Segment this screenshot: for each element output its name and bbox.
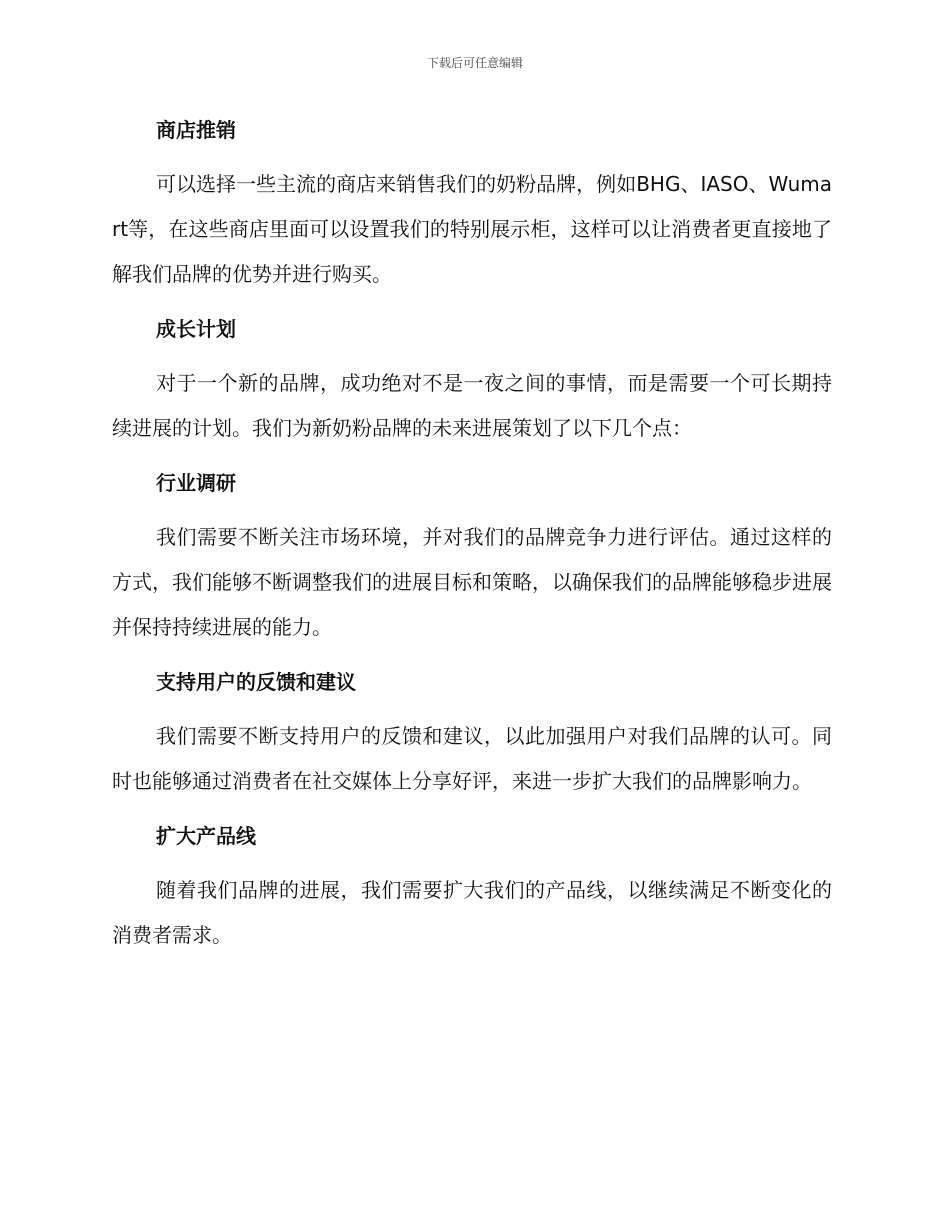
section-paragraph: 可以选择一些主流的商店来销售我们的奶粉品牌，例如BHG、IASO、Wumart等，在这些商店里面可以设置我们的特别展示柜，这样可以让消费者更直接地了解我们品牌的优势并进行购买。 [112,172,832,286]
section-industry-research [112,465,832,650]
section-heading: 行业调研 [156,471,236,495]
section-growth-plan [112,311,832,451]
section-heading: 商店推销 [156,118,236,142]
section-paragraph: 对于一个新的品牌，成功绝对不是一夜之间的事情，而是需要一个可长期持续进展的计划。我们为新奶粉品牌的未来进展策划了以下几个点： [112,371,832,440]
section-paragraph: 我们需要不断支持用户的反馈和建议，以此加强用户对我们品牌的认可。同时也能够通过消费者在社交媒体上分享好评，来进一步扩大我们的品牌影响力。 [112,724,832,793]
section-paragraph: 随着我们品牌的进展，我们需要扩大我们的产品线，以继续满足不断变化的消费者需求。 [112,878,832,947]
section-heading: 支持用户的反馈和建议 [156,670,356,694]
section-user-feedback [112,664,832,804]
page-header-note: 下载后可任意编辑 [426,56,523,70]
section-heading: 成长计划 [156,317,236,341]
section-paragraph: 我们需要不断关注市场环境，并对我们的品牌竞争力进行评估。通过这样的方式，我们能够不断调整我们的进展目标和策略，以确保我们的品牌能够稳步进展并保持持续进展的能力。 [112,525,832,639]
section-product-line [112,818,832,958]
document-body [112,112,832,958]
section-heading: 扩大产品线 [156,824,256,848]
section-store-promotion [112,112,832,297]
